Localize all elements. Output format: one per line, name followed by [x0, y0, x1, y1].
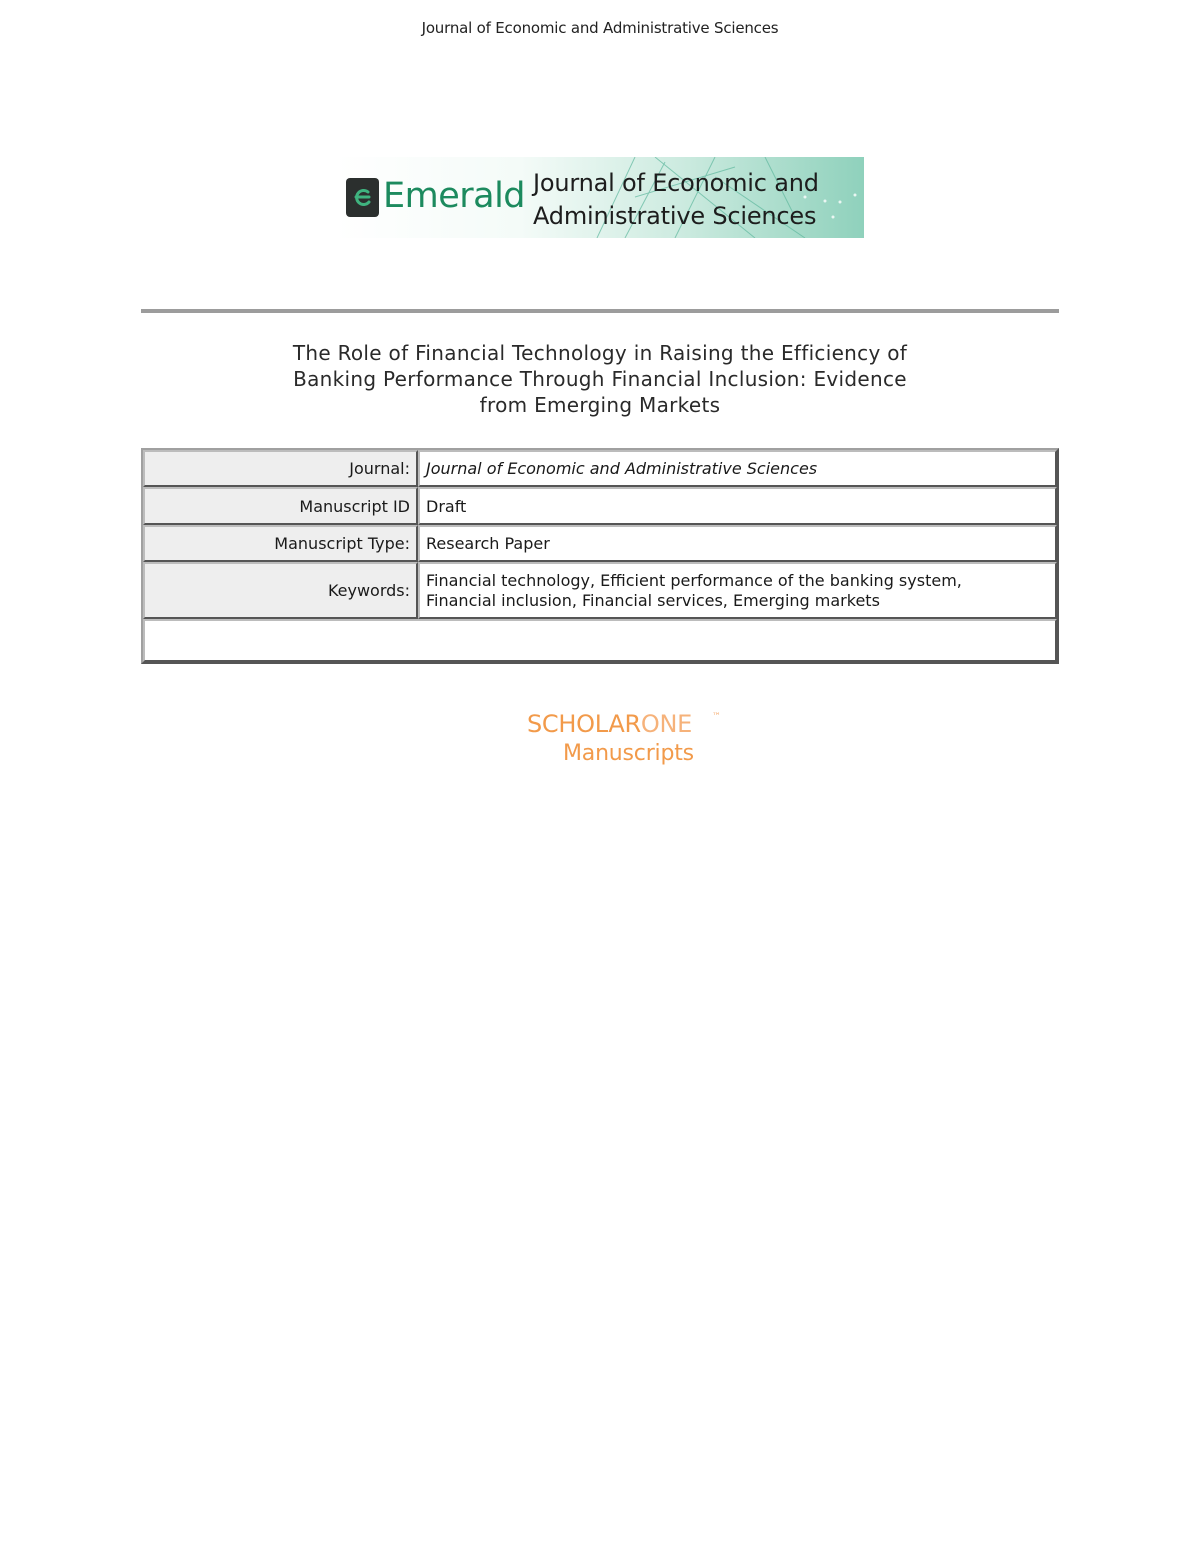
- keywords-label: Keywords:: [143, 562, 418, 619]
- journal-banner: [335, 157, 864, 238]
- scholarone-manuscripts: Manuscripts: [563, 741, 694, 766]
- manuscript-type-label: Manuscript Type:: [143, 525, 418, 562]
- running-header: Journal of Economic and Administrative Sciences: [421, 19, 779, 37]
- paper-title-line3: from Emerging Markets: [479, 393, 721, 417]
- scholarone-one: ONE: [640, 710, 692, 738]
- table-row-empty: [143, 619, 1057, 662]
- manuscript-id-label: Manuscript ID: [143, 487, 418, 525]
- scholarone-scholar: SCHOLAR: [527, 710, 641, 738]
- keywords-line2: Financial inclusion, Financial services, Emerging markets: [426, 590, 880, 610]
- table-row: [143, 562, 1057, 619]
- banner-journal-title: [533, 167, 819, 233]
- paper-title-line1: The Role of Financial Technology in Raising the Efficiency of: [292, 341, 908, 365]
- keywords-value: [418, 562, 1057, 619]
- emerald-logo-icon: [346, 178, 379, 217]
- horizontal-rule: [141, 309, 1059, 313]
- keywords-line1: Financial technology, Efficient performance of the banking system,: [426, 570, 962, 590]
- empty-cell: [143, 619, 1057, 662]
- table-row: [143, 487, 1057, 525]
- paper-title: [200, 340, 1000, 418]
- manuscript-type-value: Research Paper: [418, 525, 1057, 562]
- banner-title-line1: Journal of Economic and: [533, 169, 819, 197]
- journal-value: Journal of Economic and Administrative Sciences: [418, 450, 1057, 487]
- table-row: [143, 450, 1057, 487]
- manuscript-metadata-table: [141, 448, 1059, 664]
- scholarone-wordmark: [527, 710, 692, 738]
- paper-title-line2: Banking Performance Through Financial Inclusion: Evidence: [293, 367, 907, 391]
- journal-label: Journal:: [143, 450, 418, 487]
- banner-title-line2: Administrative Sciences: [533, 202, 817, 230]
- table-row: [143, 525, 1057, 562]
- emerald-wordmark: Emerald: [383, 176, 526, 216]
- trademark-symbol: ™: [712, 712, 721, 722]
- scholarone-logo: [527, 710, 737, 772]
- manuscript-id-value: Draft: [418, 487, 1057, 525]
